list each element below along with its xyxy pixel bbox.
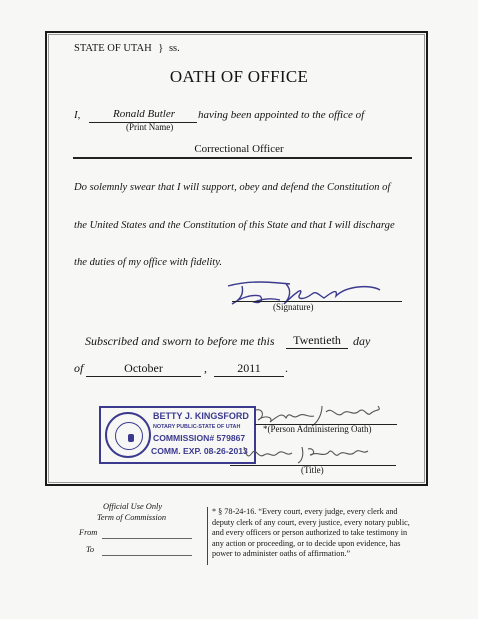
stamp-expiration: COMM. EXP. 08-26-2013 xyxy=(151,446,248,456)
notary-stamp xyxy=(99,406,256,464)
stamp-notary-name: BETTY J. KINGSFORD xyxy=(153,411,249,421)
from-label: From xyxy=(79,528,98,537)
footer-divider xyxy=(207,507,208,565)
oath-line-2: the United States and the Constitution of this State and that I will discharge xyxy=(74,220,395,231)
sworn-day-value: Twentieth xyxy=(293,333,341,347)
administrator-caption: *(Person Administering Oath) xyxy=(263,424,372,434)
office-title: Correctional Officer xyxy=(194,143,284,155)
stamp-commission: COMMISSION# 579867 xyxy=(153,433,246,443)
title-caption: (Title) xyxy=(301,465,324,475)
term-label: Term of Commission xyxy=(97,513,167,522)
print-name-caption: (Print Name) xyxy=(126,122,174,132)
signature-line xyxy=(232,301,402,302)
day-line xyxy=(286,348,348,349)
sworn-month: October xyxy=(124,361,163,375)
sworn-period: . xyxy=(285,361,288,375)
document-title: OATH OF OFFICE xyxy=(169,67,309,86)
official-use-label: Official Use Only xyxy=(103,502,163,511)
to-label: To xyxy=(86,545,95,554)
signature-caption: (Signature) xyxy=(273,302,314,312)
oath-line-3: the duties of my office with fidelity. xyxy=(74,257,222,268)
venue-state xyxy=(74,43,180,54)
month-line xyxy=(86,376,201,377)
office-line xyxy=(73,157,412,159)
venue-ss: ss. xyxy=(168,43,180,54)
statute-note: * § 78-24-16. “Every court, every judge, every clerk and deputy clerk of any court, every justice, every notary public, and every officers or person authorized to take testimony in any action or proceeding, or to decide upon evidence, has power to administer oaths of affirmation.” xyxy=(212,507,410,559)
appointee-name: Ronald Butler xyxy=(112,108,176,120)
venue-state-text: STATE OF UTAH xyxy=(74,43,152,54)
sworn-text: Subscribed and sworn to before me this xyxy=(85,334,275,348)
sworn-year: 2011 xyxy=(237,361,261,375)
from-line xyxy=(102,538,192,539)
venue-brace: } xyxy=(158,43,164,54)
to-line xyxy=(102,555,192,556)
appointment-text: having been appointed to the office of xyxy=(198,109,365,121)
state-seal-icon xyxy=(105,412,151,458)
oath-prefix: I, xyxy=(74,109,81,121)
sworn-day-word: day xyxy=(353,334,371,348)
stamp-line-2: NOTARY PUBLIC-STATE OF UTAH xyxy=(153,424,241,430)
year-line xyxy=(214,376,284,377)
sworn-of: of xyxy=(74,361,84,375)
oath-line-1: Do solemnly swear that I will support, obey and defend the Constitution of xyxy=(74,182,391,193)
title-signature xyxy=(238,441,378,467)
sworn-comma: , xyxy=(204,361,207,375)
